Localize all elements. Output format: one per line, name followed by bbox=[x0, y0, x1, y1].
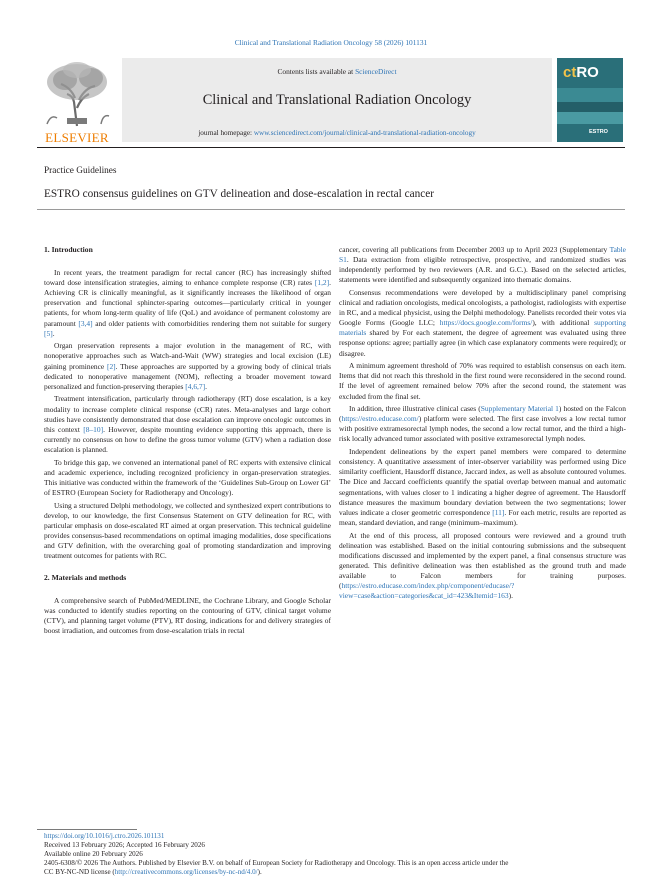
paragraph-text: In addition, three illustrative clinical cases ( bbox=[349, 404, 481, 414]
paragraph-text: Treatment intensification, particularly through radiotherapy (RT) dose escalation, is a key modality to increase complete clinical response (cCR) rates. Meta-analyses and large cohort studies have consistently demonstrated that dose escalation can improve oncologic outcomes in this context bbox=[44, 394, 331, 434]
doi-link[interactable]: https://doi.org/10.1016/j.ctro.2026.101131 bbox=[44, 832, 165, 840]
paragraph-text: Independent delineations by the expert panel members were compared to determine consistency. A quantitative assessment of inter-observer variability was performed using Dice similarity coefficient, Hausdorff distance, Jaccard index, as well as absolute contoured volumes. The Dice and Jaccard coefficients quantify the spatial overlap between manual and automatic segmentations, with values closer to 1 indicating a higher degree of agreement. The Hausdorff distance measures the maximum boundary deviation between the two segmentations; lower values indicate a closer geometric correspondence bbox=[339, 447, 626, 517]
license-line-2 bbox=[44, 868, 634, 877]
citation-link[interactable]: [1,2] bbox=[314, 278, 330, 288]
citation-link[interactable]: [5] bbox=[44, 328, 53, 338]
cover-logo-ro: RO bbox=[576, 64, 599, 81]
paragraph bbox=[339, 288, 626, 359]
citation-link[interactable]: [2] bbox=[106, 361, 116, 371]
cover-estro: ESTRO bbox=[589, 129, 608, 135]
contents-line bbox=[122, 67, 552, 76]
paragraph-text: . bbox=[52, 328, 55, 338]
citation-link[interactable]: https://docs.google.com/forms/ bbox=[439, 318, 533, 328]
journal-header bbox=[122, 58, 552, 142]
paragraph bbox=[44, 501, 331, 562]
paragraph-text: Consensus recommendations were developed by a multidisciplinary panel comprising clinical and radiation oncologists, medical oncologists, a pathologist, radiologists with expertise in RC, and a medical physicist, using the Delphi methodology. Panelists recorded their votes via Google Forms (Google LLC; bbox=[339, 287, 626, 328]
paragraph-text: Using a structured Delphi methodology, we collected and synthesized expert contributions to develop, to our knowledge, the first Consensus Statement on GTV delineation for RC, with particular emphasis on dose-escalated RT aimed at organ preservation. This technical guideline provides consensus-based recommendations on optimal imaging modalities, dose specifications and GTV definition, with the overarching goal of promoting standardization and improving treatment outcomes for patients with RC. bbox=[44, 500, 331, 560]
citation-link[interactable]: Table S1 bbox=[339, 245, 626, 265]
journal-title: Clinical and Translational Radiation Oncology bbox=[202, 92, 472, 108]
paragraph-text: . Data extraction from eligible retrospective, prospective, and randomized studies was independently performed by two reviewers (A.R. and G.C.). Based on the selected articles, statements were identified and subsequently organized into thematic domains. bbox=[339, 255, 626, 285]
paragraph-text: . However, despite mounting evidence supporting this approach, there is currently no consensus on how to define the gross tumor volume (GTV) when a radiation dose escalation is planned. bbox=[44, 424, 332, 454]
citation-link[interactable]: https://estro.educase.com/index.php/component/educase/?view=case&action=categories&cat_id=423&Itemid=163 bbox=[339, 580, 515, 601]
sciencedirect-link[interactable]: ScienceDirect bbox=[355, 67, 397, 76]
header-rule bbox=[37, 147, 625, 148]
paragraph-text: ), with additional bbox=[532, 318, 595, 328]
citation-link[interactable]: [8–10] bbox=[83, 424, 104, 434]
paragraph-text: At the end of this process, all proposed contours were reviewed and a ground truth delineation was established. Based on the initial contouring submissions and the subsequent modifications discussed and implemented by the expert panel, a final consensus structure was generated. This definitive delineation was then established as the ground truth and made available to Falcon members for training purposes. ( bbox=[339, 530, 626, 590]
article-type: Practice Guidelines bbox=[44, 166, 117, 176]
intro-paragraphs bbox=[44, 268, 331, 561]
citation-link[interactable]: [3,4] bbox=[78, 318, 93, 328]
contents-prefix: Contents lists available at bbox=[277, 67, 356, 76]
license-prefix: CC BY-NC-ND license ( bbox=[44, 868, 115, 877]
methods-heading: 2. Materials and methods bbox=[44, 573, 127, 583]
homepage-line bbox=[122, 129, 552, 137]
journal-reference[interactable]: Clinical and Translational Radiation Oncology 58 (2026) 101131 bbox=[234, 38, 428, 47]
paragraph bbox=[339, 404, 626, 444]
license-suffix: ). bbox=[257, 868, 262, 877]
paragraph bbox=[44, 341, 331, 391]
available-line: Available online 20 February 2026 bbox=[44, 850, 143, 859]
cover-logo bbox=[563, 64, 599, 81]
paragraph bbox=[44, 458, 331, 498]
citation-link[interactable]: supporting materials bbox=[339, 318, 626, 338]
paragraph-text: . These approaches are supported by a growing body of clinical trials dedicated to nonoperative management (NOM), reflecting a broader movement toward personalized and function-preserving therapies bbox=[44, 361, 331, 391]
paragraph-text: ) platform were selected. The first case involves a low rectal tumor with positive extramesorectal lymph nodes, the second a low rectal tumor, and the third a high-risk locally advanced tumor associated with positive extramesorectal lymph nodes. bbox=[339, 414, 626, 444]
citation-link[interactable]: https://estro.educase.com/ bbox=[341, 414, 419, 424]
footer bbox=[44, 832, 634, 877]
homepage-link[interactable]: www.sciencedirect.com/journal/clinical-and-translational-radiation-oncology bbox=[253, 129, 476, 137]
paragraph bbox=[339, 531, 626, 602]
left-column bbox=[44, 245, 331, 639]
cover-logo-ct: ct bbox=[563, 64, 577, 81]
paragraph-text: Organ preservation represents a major evolution in the management of RC, with nonoperative approaches such as Watch-and-Wait (WW) strategies and local excision (LE) gaining prominence bbox=[44, 341, 331, 371]
footer-rule bbox=[37, 829, 137, 830]
methods-paragraph: A comprehensive search of PubMed/MEDLINE, the Cochrane Library, and Google Scholar was conducted to identify studies reporting on the contouring of GTV, clinical target volume (CTV), and planning target volume (PTV), RT dosing, indications for and delivery strategies of boost irradiation, and outcomes from dose-escalation trials in rectal bbox=[44, 596, 331, 636]
masthead bbox=[37, 58, 623, 145]
paragraph bbox=[339, 245, 626, 285]
right-column bbox=[339, 245, 626, 604]
license-line-1: 2405-6308/© 2026 The Authors. Published by Elsevier B.V. on behalf of European Society for Radiotherapy and Oncology. This is an open access article under the bbox=[44, 859, 509, 868]
paragraph-text: and older patients with comorbidities rendering them not suitable for surgery bbox=[92, 318, 331, 328]
paragraph bbox=[44, 268, 331, 339]
citation-link[interactable]: Supplementary Material 1 bbox=[480, 404, 559, 414]
paragraph-text: . Achieving CR is clinically meaningful, as it significantly increases the likelihood of organ preservation and functional sphincter-sparing outcomes—particularly critical in younger patients, for whom long-term quality of life (QoL) and avoidance of permanent colostomy are paramount bbox=[44, 278, 331, 328]
paragraph-text: To bridge this gap, we convened an international panel of RC experts with extensive clinical and academic experience, including recognized proficiency in organ-preservation strategies. This initiative was conducted within the framework of the ‘Guidelines Sub-Group on Lower GI’ of ESTRO (European Society for Radiotherapy and Oncology). bbox=[44, 457, 331, 497]
elsevier-wordmark: ELSEVIER bbox=[45, 130, 109, 145]
received-line: Received 13 February 2026; Accepted 16 February 2026 bbox=[44, 841, 205, 850]
citation-link[interactable]: [4,6,7] bbox=[185, 381, 206, 391]
paragraph-text: . bbox=[205, 381, 207, 391]
paragraph-text: cancer, covering all publications from December 2003 up to April 2023 (Supplementary bbox=[339, 245, 610, 254]
methods-paragraphs bbox=[339, 245, 626, 601]
citation-link[interactable]: [11] bbox=[492, 507, 505, 517]
title-rule bbox=[37, 209, 625, 210]
homepage-label: journal homepage: bbox=[198, 129, 254, 137]
paragraph bbox=[44, 394, 331, 455]
paragraph-text: . For each metric, results are reported as mean, standard deviation, and range (minimum–maximum). bbox=[339, 507, 626, 527]
paragraph-text: ). bbox=[508, 591, 513, 601]
license-link[interactable]: http://creativecommons.org/licenses/by-nc-nd/4.0/ bbox=[114, 868, 258, 877]
paragraph bbox=[339, 361, 626, 401]
paragraph-text: A minimum agreement threshold of 70% was required to establish consensus on each item. Items that did not reach this threshold in the first round were reconsidered in the second round. If the level of agreement remained below 70% after the second round, the statement was excluded from the final set. bbox=[339, 361, 626, 401]
paragraph-text: shared by For each statement, the degree of agreement was evaluated using three response options: agree; partially agree (in which case explanatory comments were required); or disagree. bbox=[339, 328, 626, 358]
paragraph bbox=[339, 447, 626, 528]
paragraph-text: ) hosted on the Falcon ( bbox=[339, 404, 626, 424]
journal-cover-icon[interactable] bbox=[557, 58, 623, 142]
intro-heading: 1. Introduction bbox=[44, 245, 93, 254]
paragraph-text: In recent years, the treatment paradigm for rectal cancer (RC) has increasingly shifted toward dose intensification strategies, aiming to enhance complete response (CR) rates bbox=[44, 268, 331, 288]
article-title: ESTRO consensus guidelines on GTV delineation and dose-escalation in rectal cancer bbox=[44, 188, 435, 200]
